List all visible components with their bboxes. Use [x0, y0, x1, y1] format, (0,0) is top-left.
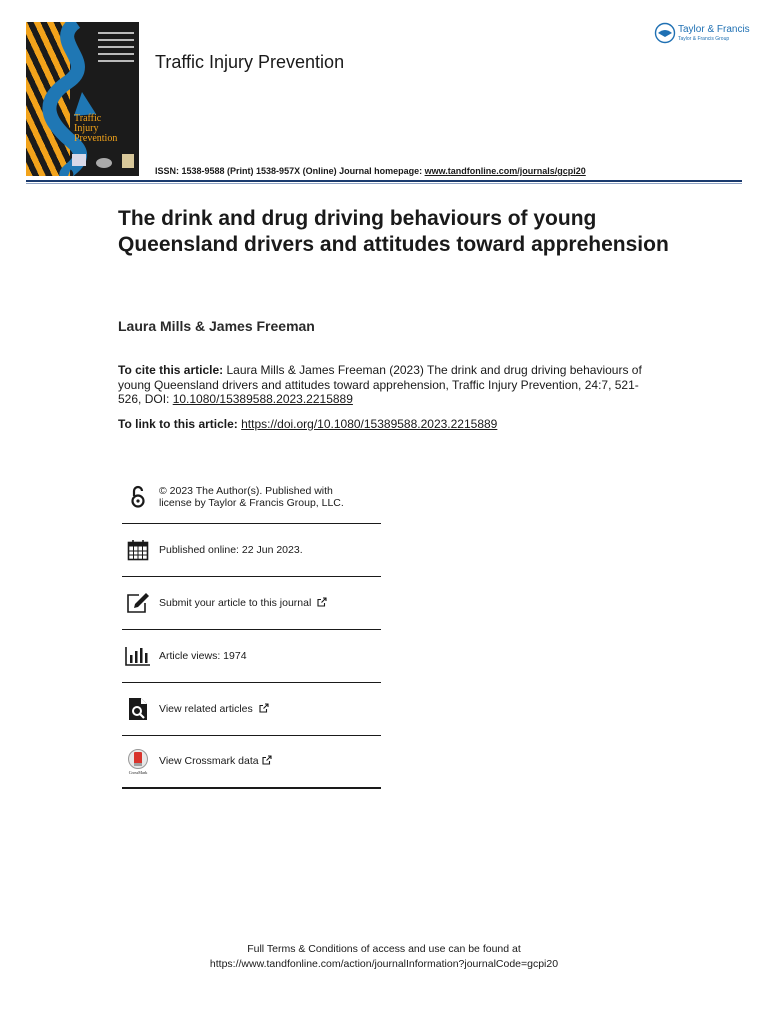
- crossmark-item[interactable]: [122, 736, 381, 789]
- related-articles-link[interactable]: [154, 703, 269, 716]
- submit-item[interactable]: [122, 577, 381, 630]
- footer-line-1: Full Terms & Conditions of access and use can be found at: [247, 943, 521, 955]
- publisher-logo[interactable]: [654, 22, 750, 48]
- article-authors: Laura Mills & James Freeman: [118, 318, 315, 334]
- header-rule: [26, 180, 742, 182]
- related-item[interactable]: [122, 683, 381, 736]
- crossmark-label: View Crossmark data: [159, 755, 259, 768]
- submit-article-link[interactable]: [154, 597, 327, 610]
- crossmark-logo-text: CrossMark: [128, 769, 148, 775]
- article-doi-link[interactable]: https://doi.org/10.1080/15389588.2023.2215889: [241, 417, 498, 431]
- license-item: [122, 471, 381, 524]
- cover-title: [74, 114, 134, 144]
- footer-terms-link[interactable]: https://www.tandfonline.com/action/journalInformation?journalCode=gcpi20: [209, 958, 559, 970]
- external-link-icon: [317, 597, 327, 607]
- submit-label: Submit your article to this journal: [159, 596, 312, 609]
- cite-text: Laura Mills & James Freeman (2023) The drink and drug driving behaviours of young Queensland drivers and attitudes toward apprehension, Traffic Injury Prevention, 24:7, 521-526, DOI:: [118, 363, 642, 406]
- crossmark-icon: [122, 748, 154, 776]
- article-title: The drink and drug driving behaviours of young Queensland drivers and attitudes toward apprehension: [118, 207, 669, 256]
- edit-icon: [122, 592, 154, 614]
- link-to-article: [118, 417, 497, 431]
- issn-line: [155, 166, 586, 176]
- cover-logos: [72, 150, 136, 170]
- journal-homepage-link[interactable]: www.tandfonline.com/journals/gcpi20: [424, 166, 586, 176]
- external-link-icon: [262, 755, 272, 765]
- cover-title-line: Injury: [74, 123, 99, 134]
- publisher-name: Taylor & Francis: [678, 24, 750, 35]
- document-search-icon: [122, 697, 154, 721]
- cover-title-line: Traffic: [74, 113, 102, 124]
- footer-terms: [0, 942, 768, 972]
- open-access-icon: [122, 484, 154, 510]
- citation-block: [118, 363, 658, 407]
- link-label: To link to this article:: [118, 417, 242, 431]
- journal-name[interactable]: Traffic Injury Prevention: [155, 52, 345, 72]
- journal-cover-image: [26, 22, 139, 176]
- external-link-icon: [259, 703, 269, 713]
- related-label: View related articles: [159, 702, 253, 715]
- views-item: [122, 630, 381, 683]
- published-item: [122, 524, 381, 577]
- bar-chart-icon: [122, 646, 154, 666]
- issn-text: ISSN: 1538-9588 (Print) 1538-957X (Online) Journal homepage:: [155, 166, 425, 176]
- header-rule-thin: [26, 183, 742, 184]
- article-views: Article views: 1974: [159, 649, 247, 662]
- crossmark-link[interactable]: [154, 755, 272, 768]
- published-date: Published online: 22 Jun 2023.: [159, 543, 303, 556]
- cite-label: To cite this article:: [118, 363, 224, 377]
- license-text: © 2023 The Author(s). Published with license by Taylor & Francis Group, LLC.: [159, 484, 344, 509]
- publisher-subtitle: Taylor & Francis Group: [678, 36, 730, 42]
- article-info-list: [122, 471, 381, 789]
- cite-doi-link[interactable]: 10.1080/15389588.2023.2215889: [172, 392, 353, 406]
- cover-small-text: [98, 32, 134, 72]
- taylor-francis-icon: [654, 22, 676, 44]
- cover-title-line: Prevention: [74, 133, 118, 144]
- calendar-icon: [122, 539, 154, 561]
